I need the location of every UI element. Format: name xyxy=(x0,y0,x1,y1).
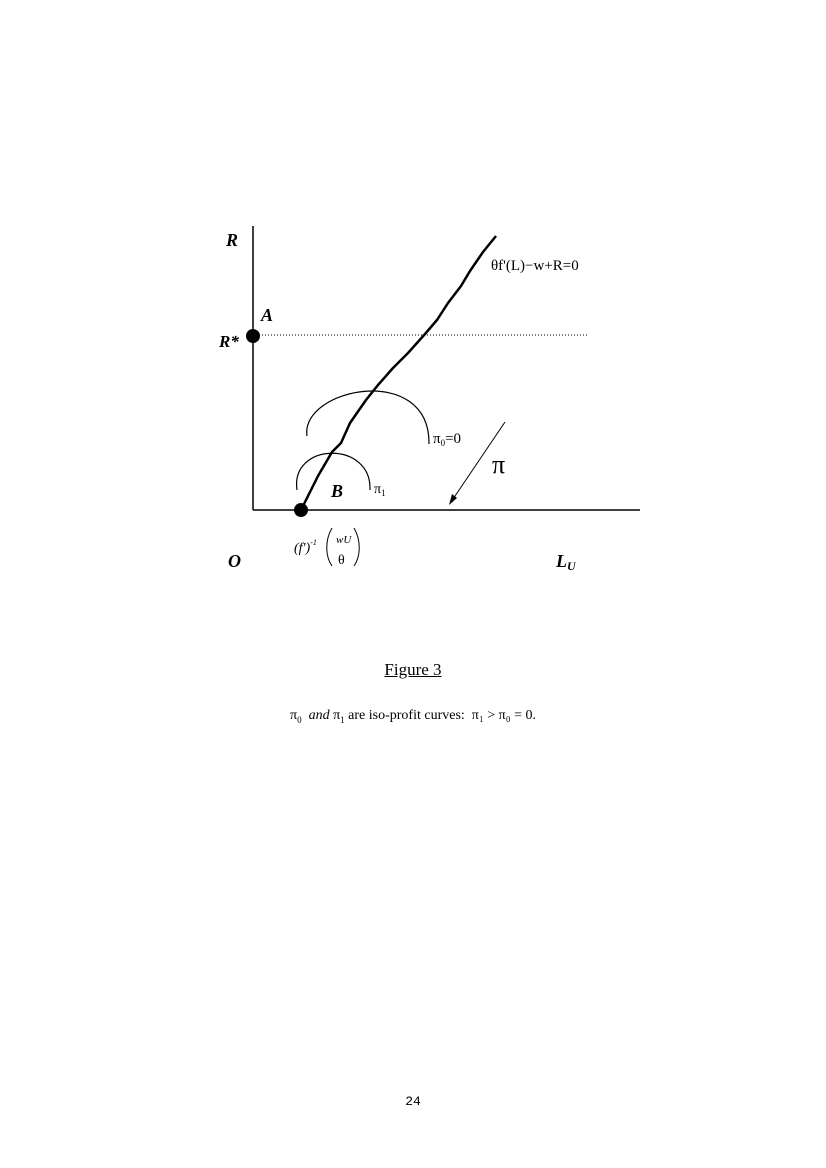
page-number: 24 xyxy=(405,1094,421,1109)
x-intercept-left-paren xyxy=(327,528,332,566)
pi0-label: $\pi_0=0$ xyxy=(433,431,462,448)
point-a-label: A xyxy=(261,305,274,325)
note-pi0-sub: 0 xyxy=(297,714,302,725)
x-axis-label: LU xyxy=(556,551,576,573)
x-intercept-denominator: θ xyxy=(338,553,345,568)
x-intercept-right-paren xyxy=(354,528,359,566)
curve-equation: θf'(L)−w+R=0 xyxy=(491,258,579,274)
note-pi0: π xyxy=(290,708,298,723)
note-and: and xyxy=(308,708,330,723)
note-inequality: π₁ > π₀ = 0. xyxy=(471,708,536,723)
point-b-label: B xyxy=(331,481,344,501)
note-text: are iso-profit curves: xyxy=(348,708,465,723)
origin-label: O xyxy=(228,551,241,571)
x-intercept-dot xyxy=(294,503,308,517)
arrow-pi-label: π xyxy=(492,450,506,479)
note-pi1: π xyxy=(333,708,341,723)
x-intercept-expression xyxy=(294,528,359,568)
note-pi1-sub: 1 xyxy=(340,714,345,725)
pi1-label: $\pi_1$ xyxy=(374,482,386,498)
zero-profit-curve xyxy=(301,236,496,510)
y-axis-label: R xyxy=(226,230,239,250)
r-star-label: R* xyxy=(219,332,239,351)
point-a-dot xyxy=(246,329,260,343)
figure-note xyxy=(0,708,826,725)
x-intercept-f: $(f')^{-1}$ xyxy=(294,538,317,556)
figure-title: Figure 3 xyxy=(384,660,442,679)
x-intercept-numerator: wU xyxy=(336,534,352,546)
